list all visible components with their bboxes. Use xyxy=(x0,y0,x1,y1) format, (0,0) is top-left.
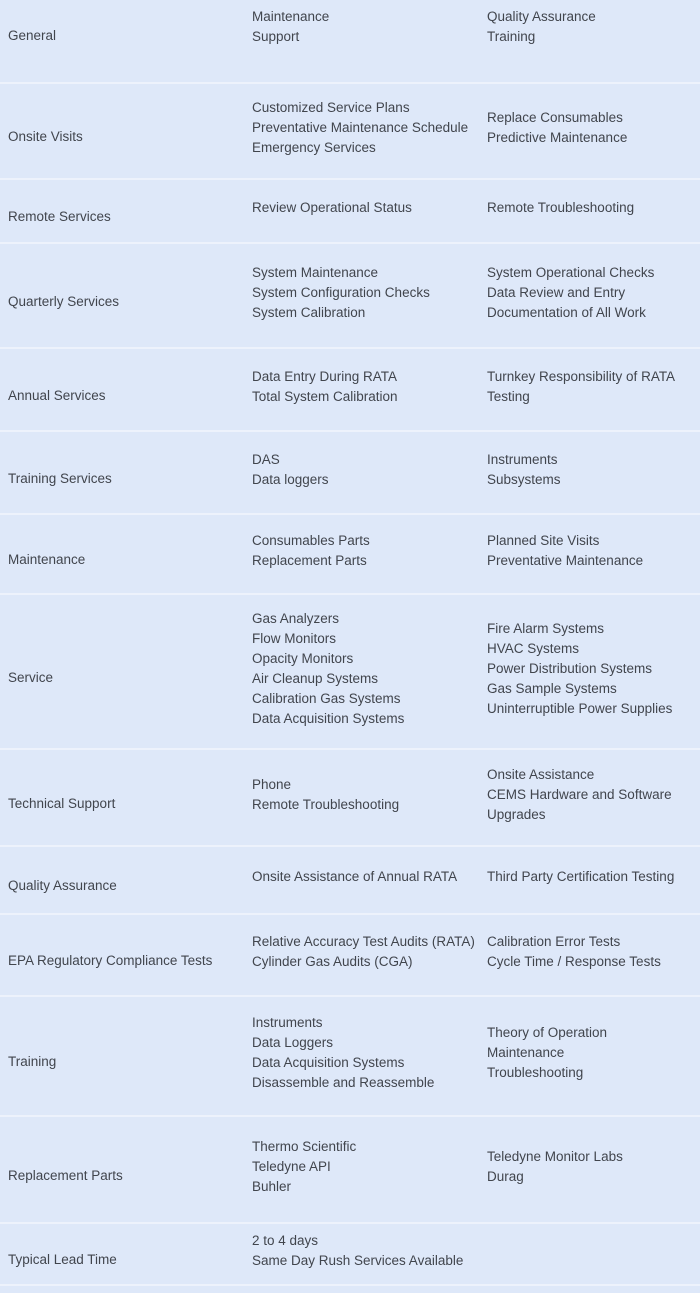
service-item: Troubleshooting xyxy=(487,1065,584,1080)
service-item: Quality Assurance xyxy=(487,9,596,24)
services-cell-secondary xyxy=(487,619,700,719)
table-row xyxy=(0,845,700,913)
service-item: Maintenance xyxy=(487,1045,565,1060)
service-item: Third Party Certification Testing xyxy=(487,869,675,884)
service-item: Relative Accuracy Test Audits (RATA) xyxy=(252,934,475,949)
category-label: EPA Regulatory Compliance Tests xyxy=(8,953,213,968)
category-label: Quality Assurance xyxy=(8,878,117,893)
service-item: Cylinder Gas Audits (CGA) xyxy=(252,954,413,969)
service-item: Data loggers xyxy=(252,471,329,487)
service-item: Preventative Maintenance Schedule xyxy=(252,120,469,135)
service-item: Instruments xyxy=(252,1015,323,1030)
service-item: Gas Analyzers xyxy=(252,610,340,626)
service-item: Teledyne API xyxy=(252,1158,331,1174)
service-item: Thermo Scientific xyxy=(252,1138,357,1154)
services-cell-secondary xyxy=(487,932,700,972)
service-item: Subsystems xyxy=(487,471,561,487)
service-item: Instruments xyxy=(487,451,558,467)
table-row xyxy=(0,1115,700,1222)
category-cell xyxy=(0,876,252,896)
service-item: Replace Consumables xyxy=(487,110,623,125)
service-item: System Operational Checks xyxy=(487,264,655,280)
category-cell xyxy=(0,1166,252,1186)
services-cell-primary xyxy=(252,263,487,323)
service-item: Data Review and Entry xyxy=(487,284,626,300)
service-item: Gas Sample Systems xyxy=(487,680,617,696)
service-item: System Calibration xyxy=(252,304,366,320)
service-item: Emergency Services xyxy=(252,140,376,155)
service-item: Air Cleanup Systems xyxy=(252,670,379,686)
services-cell-secondary xyxy=(487,7,700,47)
service-item: Data Acquisition Systems xyxy=(252,1055,405,1070)
service-item: System Maintenance xyxy=(252,264,379,280)
table-row xyxy=(0,347,700,430)
service-item: Same Day Rush Services Available xyxy=(252,1253,464,1268)
services-cell-primary xyxy=(252,1013,487,1093)
services-cell-secondary xyxy=(487,367,700,407)
category-label: Replacement Parts xyxy=(8,1167,123,1183)
category-cell xyxy=(0,550,252,570)
service-item: Preventative Maintenance xyxy=(487,553,644,568)
table-row xyxy=(0,913,700,995)
table-row xyxy=(0,593,700,748)
service-item: Remote Troubleshooting xyxy=(252,796,400,812)
service-item: DAS xyxy=(252,451,280,467)
services-cell-primary xyxy=(252,98,487,158)
services-cell-primary xyxy=(252,932,487,972)
service-item: Turnkey Responsibility of RATA Testing xyxy=(487,368,675,404)
service-item: Uninterruptible Power Supplies xyxy=(487,700,673,716)
services-cell-secondary xyxy=(487,867,700,887)
services-cell-secondary xyxy=(487,450,700,490)
service-item: Predictive Maintenance xyxy=(487,130,628,145)
category-cell xyxy=(0,1052,252,1072)
service-item: Flow Monitors xyxy=(252,630,337,646)
table-row xyxy=(0,82,700,178)
category-label: Maintenance xyxy=(8,552,86,567)
services-cell-secondary xyxy=(487,263,700,323)
service-item: Support xyxy=(252,29,300,44)
category-label: Onsite Visits xyxy=(8,129,83,144)
service-item: Remote Troubleshooting xyxy=(487,200,635,215)
service-item: CEMS Hardware and Software Upgrades xyxy=(487,786,672,822)
services-cell-primary xyxy=(252,1231,487,1271)
services-cell-secondary xyxy=(487,108,700,148)
service-item: Documentation of All Work xyxy=(487,304,646,320)
service-item: Phone xyxy=(252,776,292,792)
service-item: Fire Alarm Systems xyxy=(487,620,605,636)
services-cell-primary xyxy=(252,367,487,407)
table-row xyxy=(0,748,700,845)
table-row xyxy=(0,242,700,347)
services-cell-primary xyxy=(252,531,487,571)
services-cell-primary xyxy=(252,609,487,729)
partial-next-row xyxy=(0,1284,700,1293)
table-row xyxy=(0,995,700,1115)
services-cell-secondary xyxy=(487,1147,700,1187)
service-item: Calibration Gas Systems xyxy=(252,690,401,706)
service-item: 2 to 4 days xyxy=(252,1233,319,1248)
service-item: Durag xyxy=(487,1168,524,1184)
services-cell-secondary xyxy=(487,1023,700,1083)
service-item: Data Acquisition Systems xyxy=(252,710,405,726)
table-row xyxy=(0,513,700,593)
category-label: Quarterly Services xyxy=(8,293,120,309)
services-cell-secondary xyxy=(487,765,700,825)
table-row xyxy=(0,0,700,82)
service-item: Data Entry During RATA xyxy=(252,368,398,384)
category-cell xyxy=(0,26,252,46)
service-item: Disassemble and Reassemble xyxy=(252,1075,435,1090)
services-cell-primary xyxy=(252,7,487,47)
service-item: Replacement Parts xyxy=(252,553,367,568)
service-item: Opacity Monitors xyxy=(252,650,354,666)
service-item: Calibration Error Tests xyxy=(487,934,621,949)
service-item: Teledyne Monitor Labs xyxy=(487,1148,623,1164)
category-cell xyxy=(0,1250,252,1270)
services-cell-primary xyxy=(252,775,487,815)
category-label: Training Services xyxy=(8,470,112,486)
service-item: System Configuration Checks xyxy=(252,284,430,300)
category-cell xyxy=(0,469,252,489)
service-item: Theory of Operation xyxy=(487,1025,608,1040)
table-row xyxy=(0,430,700,513)
service-item: Consumables Parts xyxy=(252,533,370,548)
category-cell xyxy=(0,794,252,814)
services-cell-primary xyxy=(252,198,487,218)
service-item: Data Loggers xyxy=(252,1035,334,1050)
service-item: Training xyxy=(487,29,536,44)
category-cell xyxy=(0,951,252,971)
category-cell xyxy=(0,292,252,312)
services-cell-secondary xyxy=(487,531,700,571)
service-item: Maintenance xyxy=(252,9,330,24)
category-cell xyxy=(0,386,252,406)
services-cell-primary xyxy=(252,867,487,887)
service-item: Power Distribution Systems xyxy=(487,660,653,676)
category-cell xyxy=(0,668,252,688)
services-cell-primary xyxy=(252,1137,487,1197)
services-cell-secondary xyxy=(487,198,700,218)
category-label: Remote Services xyxy=(8,209,111,224)
service-item: Buhler xyxy=(252,1178,292,1194)
service-item: Onsite Assistance of Annual RATA xyxy=(252,869,458,884)
category-label: Training xyxy=(8,1054,57,1069)
category-cell xyxy=(0,207,252,227)
service-item: Onsite Assistance xyxy=(487,766,595,782)
service-item: Planned Site Visits xyxy=(487,533,600,548)
category-label: Service xyxy=(8,669,54,685)
table-row xyxy=(0,1222,700,1284)
table-row xyxy=(0,178,700,242)
services-cell-primary xyxy=(252,450,487,490)
service-item: Total System Calibration xyxy=(252,388,398,404)
service-item: Cycle Time / Response Tests xyxy=(487,954,661,969)
service-item: Review Operational Status xyxy=(252,200,412,215)
service-item: HVAC Systems xyxy=(487,640,580,656)
category-label: Technical Support xyxy=(8,795,116,811)
category-label: Typical Lead Time xyxy=(8,1252,117,1267)
category-label: General xyxy=(8,28,57,43)
service-item: Customized Service Plans xyxy=(252,100,410,115)
category-label: Annual Services xyxy=(8,387,106,403)
category-cell xyxy=(0,127,252,147)
